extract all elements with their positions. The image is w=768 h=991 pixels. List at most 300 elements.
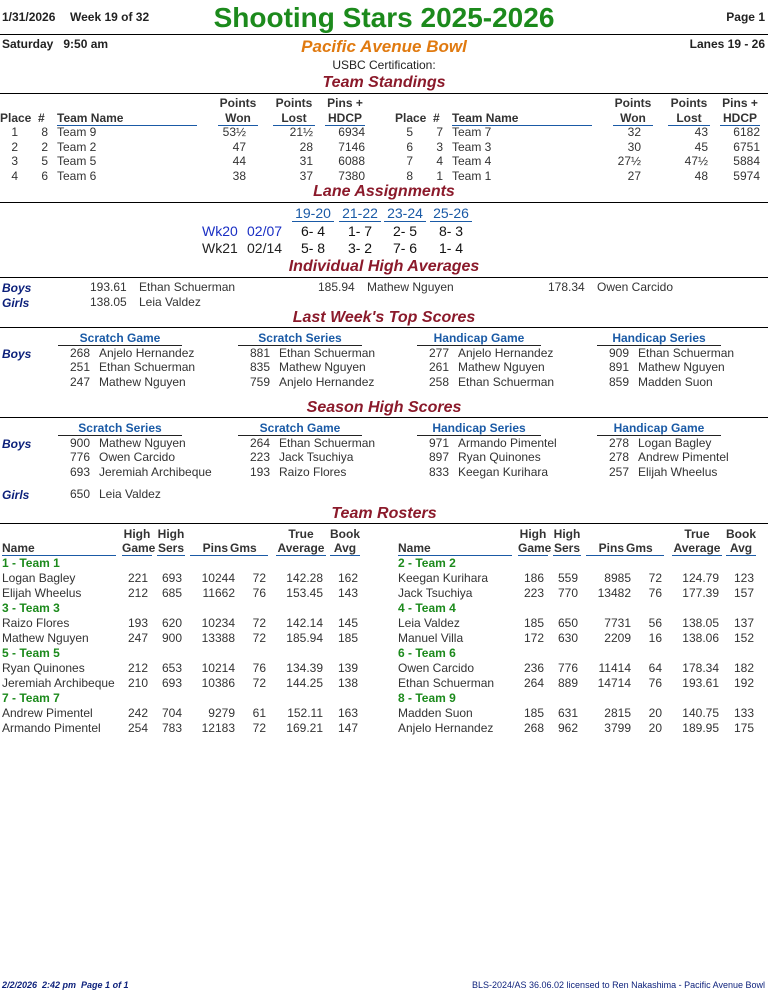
roster-high-game: 223 bbox=[523, 585, 544, 600]
roster-header-true-avg: True bbox=[684, 527, 710, 541]
score-value: 776 bbox=[69, 450, 90, 465]
standings-header-won: Points bbox=[219, 96, 257, 110]
roster-team-name: 3 - Team 3 bbox=[2, 601, 60, 615]
usbc-certification: USBC Certification: bbox=[332, 58, 436, 72]
score-value: 223 bbox=[249, 450, 270, 465]
lane-week-label: Wk21 bbox=[202, 240, 238, 256]
bowler-name: Raizo Flores bbox=[279, 464, 347, 479]
roster-true-average: 134.39 bbox=[286, 661, 323, 675]
roster-player-name: Andrew Pimentel bbox=[2, 706, 93, 720]
roster-header-games: Gms bbox=[626, 541, 664, 556]
roster-header-pins: Pins bbox=[190, 541, 230, 556]
standings-pins-hdcp: 6934 bbox=[338, 125, 365, 139]
roster-high-game: 193 bbox=[127, 616, 148, 630]
boys-label: Boys bbox=[2, 347, 32, 361]
standings-points-won: 53½ bbox=[222, 125, 246, 139]
roster-high-game: 185 bbox=[523, 706, 544, 720]
standings-team-number: 7 bbox=[436, 125, 443, 139]
score-column-title: Scratch Series bbox=[58, 421, 182, 436]
footer-license: BLS-2024/AS 36.06.02 licensed to Ren Nakashima - Pacific Avenue Bowl bbox=[471, 980, 765, 990]
roster-pins: 2209 bbox=[604, 630, 631, 645]
section-title-season: Season High Scores bbox=[0, 399, 768, 417]
roster-pins: 10234 bbox=[201, 616, 235, 630]
score-value: 897 bbox=[428, 450, 449, 465]
roster-book-average: 137 bbox=[733, 616, 754, 630]
roster-true-average: 153.45 bbox=[286, 585, 323, 600]
bowler-name: Keegan Kurihara bbox=[458, 464, 549, 479]
bowler-name: Anjelo Hernandez bbox=[279, 374, 375, 389]
roster-high-game: 172 bbox=[523, 630, 544, 645]
standings-team-number: 2 bbox=[41, 139, 48, 154]
lane-week-date: 02/07 bbox=[247, 223, 283, 239]
bowler-name: Ethan Schuerman bbox=[458, 374, 555, 389]
roster-high-series: 620 bbox=[161, 616, 182, 630]
standings-place: 8 bbox=[406, 168, 413, 183]
roster-high-game: 254 bbox=[127, 720, 148, 735]
standings-pins-hdcp: 6088 bbox=[338, 154, 365, 168]
bowler-name: Anjelo Hernandez bbox=[99, 346, 195, 360]
score-value: 264 bbox=[249, 436, 270, 450]
roster-header-high-game: High bbox=[123, 527, 151, 541]
standings-points-won: 32 bbox=[627, 125, 641, 139]
roster-true-average: 178.34 bbox=[682, 661, 719, 675]
score-value: 693 bbox=[69, 464, 90, 479]
bowler-name: Jack Tsuchiya bbox=[279, 450, 354, 465]
bowler-name: Logan Bagley bbox=[638, 436, 712, 450]
roster-player-name: Owen Carcido bbox=[398, 661, 475, 675]
roster-team-name: 2 - Team 2 bbox=[398, 556, 456, 570]
roster-player-name: Mathew Nguyen bbox=[2, 630, 89, 645]
roster-pins: 13388 bbox=[201, 630, 235, 645]
roster-pins: 13482 bbox=[597, 585, 631, 600]
standings-team-number: 8 bbox=[41, 125, 48, 139]
score-column-title: Handicap Game bbox=[597, 421, 721, 436]
bowler-name: Ryan Quinones bbox=[458, 450, 541, 465]
roster-high-game: 186 bbox=[523, 571, 544, 585]
lane-matchup: 6- 4 bbox=[300, 223, 326, 239]
roster-player-name: Logan Bagley bbox=[2, 571, 76, 585]
roster-games: 72 bbox=[252, 571, 266, 585]
score-value: 261 bbox=[428, 360, 449, 375]
standings-header-num: # bbox=[433, 111, 440, 125]
bowler-name: Mathew Nguyen bbox=[279, 360, 366, 375]
score-column-title: Handicap Series bbox=[597, 331, 721, 346]
roster-book-average: 185 bbox=[337, 630, 358, 645]
standings-header-place: Place bbox=[0, 111, 32, 125]
roster-high-game: 242 bbox=[127, 706, 148, 720]
roster-header-high-series: Sers bbox=[553, 541, 581, 555]
roster-pins: 12183 bbox=[201, 720, 235, 735]
standings-team-number: 6 bbox=[41, 168, 48, 183]
standings-place: 2 bbox=[11, 139, 18, 154]
score-value: 247 bbox=[69, 374, 90, 389]
standings-points-lost: 47½ bbox=[684, 154, 708, 168]
standings-place: 5 bbox=[406, 125, 413, 139]
average-value: 193.61 bbox=[90, 280, 127, 294]
standings-header-lost: Points bbox=[275, 96, 313, 110]
roster-games: 76 bbox=[648, 675, 662, 690]
score-value: 277 bbox=[428, 346, 449, 360]
roster-player-name: Jeremiah Archibeque bbox=[2, 675, 115, 690]
standings-team-number: 4 bbox=[436, 154, 443, 168]
section-title-standings: Team Standings bbox=[322, 74, 446, 91]
roster-games: 72 bbox=[648, 571, 662, 585]
roster-player-name: Elijah Wheelus bbox=[2, 585, 82, 600]
roster-player-name: Jack Tsuchiya bbox=[398, 585, 473, 600]
day-time: Saturday 9:50 am bbox=[2, 37, 109, 51]
standings-points-won: 30 bbox=[627, 139, 641, 154]
lane-matchup: 7- 6 bbox=[392, 240, 418, 256]
roster-header-book-avg: Book bbox=[330, 527, 360, 541]
bowler-name: Ethan Schuerman bbox=[279, 346, 376, 360]
standings-team-number: 3 bbox=[436, 139, 443, 154]
standings-team-name: Team 3 bbox=[452, 139, 492, 154]
roster-player-name: Ryan Quinones bbox=[2, 661, 85, 675]
boys-label: Boys bbox=[2, 281, 32, 295]
standings-header-pins: HDCP bbox=[720, 111, 760, 126]
roster-book-average: 143 bbox=[337, 585, 358, 600]
roster-games: 76 bbox=[252, 585, 266, 600]
roster-pins: 11414 bbox=[598, 661, 631, 675]
score-value: 193 bbox=[249, 464, 270, 479]
girls-label: Girls bbox=[2, 296, 30, 310]
standings-header-pins: Pins + bbox=[722, 96, 758, 110]
roster-book-average: 192 bbox=[733, 675, 754, 690]
lanes-label: Lanes 19 - 26 bbox=[689, 37, 765, 51]
roster-pins: 7731 bbox=[604, 616, 631, 630]
roster-team-name: 4 - Team 4 bbox=[398, 601, 456, 615]
roster-header-book-avg: Book bbox=[726, 527, 756, 541]
roster-high-game: 247 bbox=[127, 630, 148, 645]
standings-points-won: 27 bbox=[627, 168, 641, 183]
score-value: 257 bbox=[608, 464, 629, 479]
bowler-name: Leia Valdez bbox=[99, 487, 161, 501]
standings-points-lost: 43 bbox=[694, 125, 708, 139]
roster-player-name: Armando Pimentel bbox=[2, 720, 101, 735]
roster-true-average: 169.21 bbox=[286, 720, 323, 735]
roster-player-name: Leia Valdez bbox=[398, 616, 460, 630]
roster-pins: 3799 bbox=[604, 720, 631, 735]
roster-header-name: Name bbox=[2, 541, 116, 556]
roster-pins: 9279 bbox=[208, 706, 235, 720]
roster-true-average: 193.61 bbox=[682, 675, 719, 690]
roster-book-average: 123 bbox=[733, 571, 754, 585]
girls-label: Girls bbox=[2, 488, 30, 502]
standings-team-name: Team 6 bbox=[57, 168, 97, 183]
roster-header-high-game: Game bbox=[122, 541, 156, 555]
bowler-name: Mathew Nguyen bbox=[99, 374, 186, 389]
score-column-title: Scratch Game bbox=[238, 421, 362, 436]
roster-header-high-series: Sers bbox=[157, 541, 185, 555]
roster-pins: 11662 bbox=[202, 585, 235, 600]
roster-book-average: 162 bbox=[337, 571, 358, 585]
roster-header-high-series: High bbox=[157, 527, 185, 541]
bowler-name: Mathew Nguyen bbox=[638, 360, 725, 375]
lane-pair-header: 23-24 bbox=[384, 205, 426, 222]
roster-games: 76 bbox=[252, 661, 266, 675]
bowler-name: Leia Valdez bbox=[139, 295, 201, 309]
lane-matchup: 2- 5 bbox=[392, 223, 418, 239]
roster-games: 76 bbox=[648, 585, 662, 600]
roster-high-game: 212 bbox=[127, 661, 148, 675]
roster-header-true-avg: True bbox=[288, 527, 314, 541]
bowler-name: Elijah Wheelus bbox=[638, 464, 718, 479]
roster-high-series: 783 bbox=[161, 720, 182, 735]
standings-team-name: Team 4 bbox=[452, 154, 492, 168]
lane-pair-header: 19-20 bbox=[292, 205, 334, 222]
roster-team-name: 8 - Team 9 bbox=[398, 691, 456, 705]
score-value: 251 bbox=[69, 360, 90, 375]
score-value: 278 bbox=[608, 450, 629, 465]
standings-place: 6 bbox=[406, 139, 413, 154]
league-title: Shooting Stars 2025-2026 bbox=[213, 2, 555, 33]
standings-points-lost: 31 bbox=[299, 154, 313, 168]
roster-book-average: 133 bbox=[733, 706, 754, 720]
roster-true-average: 185.94 bbox=[286, 630, 323, 645]
roster-true-average: 142.14 bbox=[286, 616, 323, 630]
standings-pins-hdcp: 7146 bbox=[338, 139, 365, 154]
standings-place: 3 bbox=[11, 154, 18, 168]
roster-player-name: Keegan Kurihara bbox=[398, 571, 489, 585]
roster-header-name: Name bbox=[398, 541, 512, 556]
footer-printed: 2/2/2026 2:42 pm Page 1 of 1 bbox=[2, 980, 129, 990]
standings-header-place: Place bbox=[395, 111, 427, 125]
boys-label: Boys bbox=[2, 437, 32, 451]
roster-header-games: Gms bbox=[230, 541, 268, 556]
roster-true-average: 152.11 bbox=[287, 706, 323, 720]
section-rule bbox=[0, 277, 768, 278]
roster-games: 72 bbox=[252, 630, 266, 645]
standings-points-lost: 45 bbox=[694, 139, 708, 154]
score-value: 833 bbox=[428, 464, 449, 479]
roster-pins: 10244 bbox=[201, 571, 235, 585]
roster-high-game: 185 bbox=[523, 616, 544, 630]
section-rule bbox=[0, 327, 768, 328]
roster-header-pins: Pins bbox=[586, 541, 626, 556]
standings-points-won: 27½ bbox=[617, 154, 641, 168]
bowler-name: Madden Suon bbox=[638, 374, 713, 389]
standings-points-lost: 21½ bbox=[289, 125, 313, 139]
roster-header-high-game: High bbox=[519, 527, 547, 541]
roster-book-average: 138 bbox=[337, 675, 358, 690]
roster-high-game: 236 bbox=[523, 661, 544, 675]
roster-pins: 2815 bbox=[604, 706, 631, 720]
lane-matchup: 1- 7 bbox=[347, 223, 373, 239]
standings-team-number: 1 bbox=[436, 168, 443, 183]
score-value: 268 bbox=[69, 346, 90, 360]
bowler-name: Ethan Schuerman bbox=[139, 280, 236, 294]
standings-points-lost: 48 bbox=[694, 168, 708, 183]
roster-book-average: 152 bbox=[733, 630, 754, 645]
standings-points-won: 44 bbox=[232, 154, 246, 168]
roster-high-game: 212 bbox=[127, 585, 148, 600]
week-label: Week 19 of 32 bbox=[70, 10, 150, 24]
average-value: 138.05 bbox=[90, 295, 127, 309]
roster-games: 72 bbox=[252, 675, 266, 690]
section-rule bbox=[0, 202, 768, 203]
score-value: 971 bbox=[428, 436, 449, 450]
roster-pins: 10386 bbox=[201, 675, 235, 690]
roster-true-average: 189.95 bbox=[682, 720, 719, 735]
roster-book-average: 157 bbox=[733, 585, 754, 600]
roster-true-average: 142.28 bbox=[286, 571, 323, 585]
standings-pins-hdcp: 5884 bbox=[733, 154, 760, 168]
section-title-averages: Individual High Averages bbox=[288, 258, 480, 275]
header-rule bbox=[0, 34, 768, 35]
standings-team-name: Team 1 bbox=[452, 168, 492, 183]
score-column-title: Handicap Game bbox=[417, 331, 541, 346]
roster-player-name: Raizo Flores bbox=[2, 616, 70, 630]
roster-high-game: 268 bbox=[523, 720, 544, 735]
standings-header-pins: HDCP bbox=[325, 111, 365, 126]
standings-header-num: # bbox=[38, 111, 45, 125]
score-column-title: Scratch Game bbox=[58, 331, 182, 346]
score-value: 881 bbox=[249, 346, 270, 360]
standings-team-number: 5 bbox=[41, 154, 48, 168]
lane-matchup: 3- 2 bbox=[347, 240, 373, 256]
roster-book-average: 175 bbox=[733, 720, 754, 735]
roster-book-average: 145 bbox=[337, 616, 358, 630]
roster-team-name: 6 - Team 6 bbox=[398, 646, 456, 660]
roster-high-series: 962 bbox=[557, 720, 578, 735]
standings-header-won: Won bbox=[218, 111, 258, 126]
score-column-title: Scratch Series bbox=[238, 331, 362, 346]
score-value: 900 bbox=[69, 436, 90, 450]
roster-games: 72 bbox=[252, 720, 266, 735]
score-value: 859 bbox=[608, 374, 629, 389]
section-title-lanes: Lane Assignments bbox=[313, 183, 455, 200]
lane-matchup: 5- 8 bbox=[300, 240, 326, 256]
section-rule bbox=[0, 523, 768, 524]
standings-team-name: Team 9 bbox=[57, 125, 97, 139]
roster-header-high-series: High bbox=[553, 527, 581, 541]
roster-high-game: 210 bbox=[127, 675, 148, 690]
roster-high-game: 221 bbox=[127, 571, 148, 585]
standings-header-lost: Points bbox=[670, 96, 708, 110]
roster-high-series: 693 bbox=[161, 675, 182, 690]
standings-pins-hdcp: 6751 bbox=[733, 139, 760, 154]
roster-book-average: 147 bbox=[337, 720, 358, 735]
section-title-rosters: Team Rosters bbox=[331, 505, 437, 522]
bowler-name: Mathew Nguyen bbox=[367, 280, 454, 294]
bowler-name: Ethan Schuerman bbox=[279, 436, 376, 450]
roster-header-book-avg: Avg bbox=[330, 541, 360, 556]
roster-header-high-game: Game bbox=[518, 541, 552, 555]
roster-high-series: 776 bbox=[557, 661, 578, 675]
roster-games: 72 bbox=[252, 616, 266, 630]
bowling-center: Pacific Avenue Bowl bbox=[301, 37, 467, 56]
roster-high-series: 559 bbox=[557, 571, 578, 585]
roster-games: 16 bbox=[648, 630, 662, 645]
roster-high-series: 630 bbox=[557, 630, 578, 645]
roster-player-name: Madden Suon bbox=[398, 706, 473, 720]
standings-team-name: Team 7 bbox=[452, 125, 492, 139]
roster-high-series: 770 bbox=[557, 585, 578, 600]
lane-matchup: 8- 3 bbox=[438, 223, 464, 239]
roster-games: 56 bbox=[648, 616, 662, 630]
section-rule bbox=[0, 417, 768, 418]
roster-games: 61 bbox=[252, 706, 266, 720]
score-value: 278 bbox=[608, 436, 629, 450]
roster-header-true-avg: Average bbox=[277, 541, 325, 555]
standings-header-name: Team Name bbox=[452, 111, 592, 126]
bowler-name: Ethan Schuerman bbox=[638, 346, 735, 360]
standings-header-lost: Lost bbox=[273, 111, 315, 126]
lane-pair-header: 21-22 bbox=[339, 205, 381, 222]
section-rule bbox=[0, 93, 768, 94]
standings-place: 7 bbox=[406, 154, 413, 168]
roster-high-game: 264 bbox=[523, 675, 544, 690]
standings-place: 1 bbox=[11, 125, 18, 139]
standings-points-lost: 37 bbox=[299, 168, 313, 183]
roster-true-average: 138.05 bbox=[682, 616, 719, 630]
roster-games: 64 bbox=[648, 661, 662, 675]
roster-pins: 10214 bbox=[201, 661, 235, 675]
lane-pair-header: 25-26 bbox=[430, 205, 472, 222]
score-value: 835 bbox=[249, 360, 270, 375]
roster-team-name: 1 - Team 1 bbox=[2, 556, 60, 570]
roster-book-average: 139 bbox=[337, 661, 358, 675]
roster-high-series: 631 bbox=[557, 706, 578, 720]
bowler-name: Owen Carcido bbox=[99, 450, 176, 465]
roster-high-series: 650 bbox=[557, 616, 578, 630]
score-value: 650 bbox=[69, 487, 90, 501]
bowler-name: Ethan Schuerman bbox=[99, 360, 196, 375]
score-value: 909 bbox=[608, 346, 629, 360]
score-value: 759 bbox=[249, 374, 270, 389]
standings-team-name: Team 5 bbox=[57, 154, 97, 168]
roster-high-series: 900 bbox=[161, 630, 182, 645]
roster-player-name: Anjelo Hernandez bbox=[398, 720, 494, 735]
roster-player-name: Manuel Villa bbox=[398, 630, 464, 645]
score-value: 258 bbox=[428, 374, 449, 389]
roster-header-book-avg: Avg bbox=[726, 541, 756, 556]
bowler-name: Armando Pimentel bbox=[458, 436, 557, 450]
standings-header-pins: Pins + bbox=[327, 96, 363, 110]
roster-player-name: Ethan Schuerman bbox=[398, 675, 495, 690]
bowler-name: Mathew Nguyen bbox=[99, 436, 186, 450]
report-date: 1/31/2026 bbox=[2, 10, 56, 24]
roster-pins: 8985 bbox=[604, 571, 631, 585]
roster-team-name: 5 - Team 5 bbox=[2, 646, 60, 660]
standings-points-won: 38 bbox=[232, 168, 246, 183]
standings-place: 4 bbox=[11, 168, 18, 183]
bowler-name: Jeremiah Archibeque bbox=[99, 464, 212, 479]
bowler-name: Mathew Nguyen bbox=[458, 360, 545, 375]
roster-team-name: 7 - Team 7 bbox=[2, 691, 60, 705]
standings-header-won: Points bbox=[614, 96, 652, 110]
bowler-name: Owen Carcido bbox=[597, 280, 674, 294]
standings-team-name: Team 2 bbox=[57, 139, 97, 154]
standings-header-name: Team Name bbox=[57, 111, 197, 126]
roster-games: 20 bbox=[648, 706, 662, 720]
roster-high-series: 653 bbox=[161, 661, 182, 675]
roster-pins: 14714 bbox=[597, 675, 631, 690]
bowler-name: Andrew Pimentel bbox=[638, 450, 729, 465]
bowler-name: Anjelo Hernandez bbox=[458, 346, 554, 360]
roster-games: 20 bbox=[648, 720, 662, 735]
average-value: 178.34 bbox=[548, 280, 585, 294]
roster-book-average: 182 bbox=[733, 661, 754, 675]
standings-points-lost: 28 bbox=[299, 139, 313, 154]
roster-header-true-avg: Average bbox=[673, 541, 721, 555]
lane-week-date: 02/14 bbox=[247, 240, 283, 256]
roster-high-series: 685 bbox=[161, 585, 182, 600]
roster-high-series: 704 bbox=[161, 706, 182, 720]
score-column-title: Handicap Series bbox=[417, 421, 541, 436]
roster-true-average: 144.25 bbox=[286, 675, 323, 690]
standings-header-lost: Lost bbox=[668, 111, 710, 126]
